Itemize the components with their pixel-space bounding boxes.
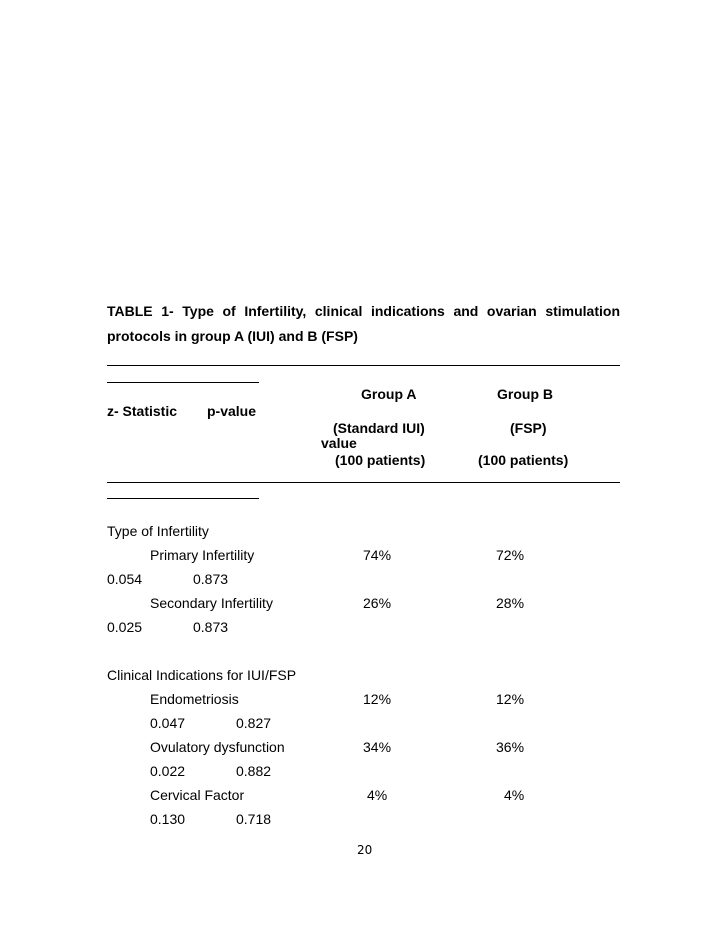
group-a-subheader: (Standard IUI) — [333, 420, 425, 436]
group-a-value: 26% — [363, 595, 392, 611]
group-a-value: 4% — [367, 787, 388, 803]
p-value: 0.873 — [193, 619, 229, 635]
z-value: 0.047 — [150, 715, 186, 731]
row-label: Secondary Infertility — [150, 595, 273, 611]
p-value: 0.873 — [193, 571, 229, 587]
row-label: Ovulatory dysfunction — [150, 739, 285, 755]
p-value: 0.718 — [236, 811, 272, 827]
group-b-value: 36% — [496, 739, 525, 755]
table-caption-line-1: TABLE 1- Type of Infertility, clinical indications and ovarian stimulation — [107, 303, 620, 319]
row-label: Endometriosis — [150, 691, 239, 707]
top-rule-short — [107, 382, 259, 383]
p-value: 0.827 — [236, 715, 272, 731]
value-label: value — [321, 435, 357, 451]
group-b-value: 28% — [496, 595, 525, 611]
group-b-header: Group B — [497, 386, 553, 402]
group-a-header: Group A — [361, 386, 417, 402]
z-statistic-header: z- Statistic — [107, 403, 178, 419]
table-caption-line-2: protocols in group A (IUI) and B (FSP) — [107, 328, 358, 344]
group-a-value: 12% — [363, 691, 392, 707]
section-type-of-infertility: Type of Infertility — [107, 523, 209, 539]
group-b-subheader: (FSP) — [510, 420, 547, 436]
z-value: 0.025 — [107, 619, 143, 635]
row-label: Cervical Factor — [150, 787, 245, 803]
p-value: 0.882 — [236, 763, 272, 779]
group-b-value: 12% — [496, 691, 525, 707]
top-rule-full — [107, 365, 620, 366]
group-b-value: 72% — [496, 547, 525, 563]
group-b-value: 4% — [504, 787, 525, 803]
page-number: 20 — [357, 843, 373, 857]
header-rule-full — [107, 482, 620, 483]
z-value: 0.130 — [150, 811, 186, 827]
header-rule-short — [107, 498, 259, 499]
group-b-patients: (100 patients) — [478, 452, 569, 468]
group-a-value: 74% — [363, 547, 392, 563]
z-value: 0.054 — [107, 571, 143, 587]
group-a-patients: (100 patients) — [335, 452, 426, 468]
p-value-header: p-value — [207, 403, 257, 419]
row-label: Primary Infertility — [150, 547, 255, 563]
group-a-value: 34% — [363, 739, 392, 755]
z-value: 0.022 — [150, 763, 186, 779]
section-clinical-indications: Clinical Indications for IUI/FSP — [107, 667, 297, 683]
